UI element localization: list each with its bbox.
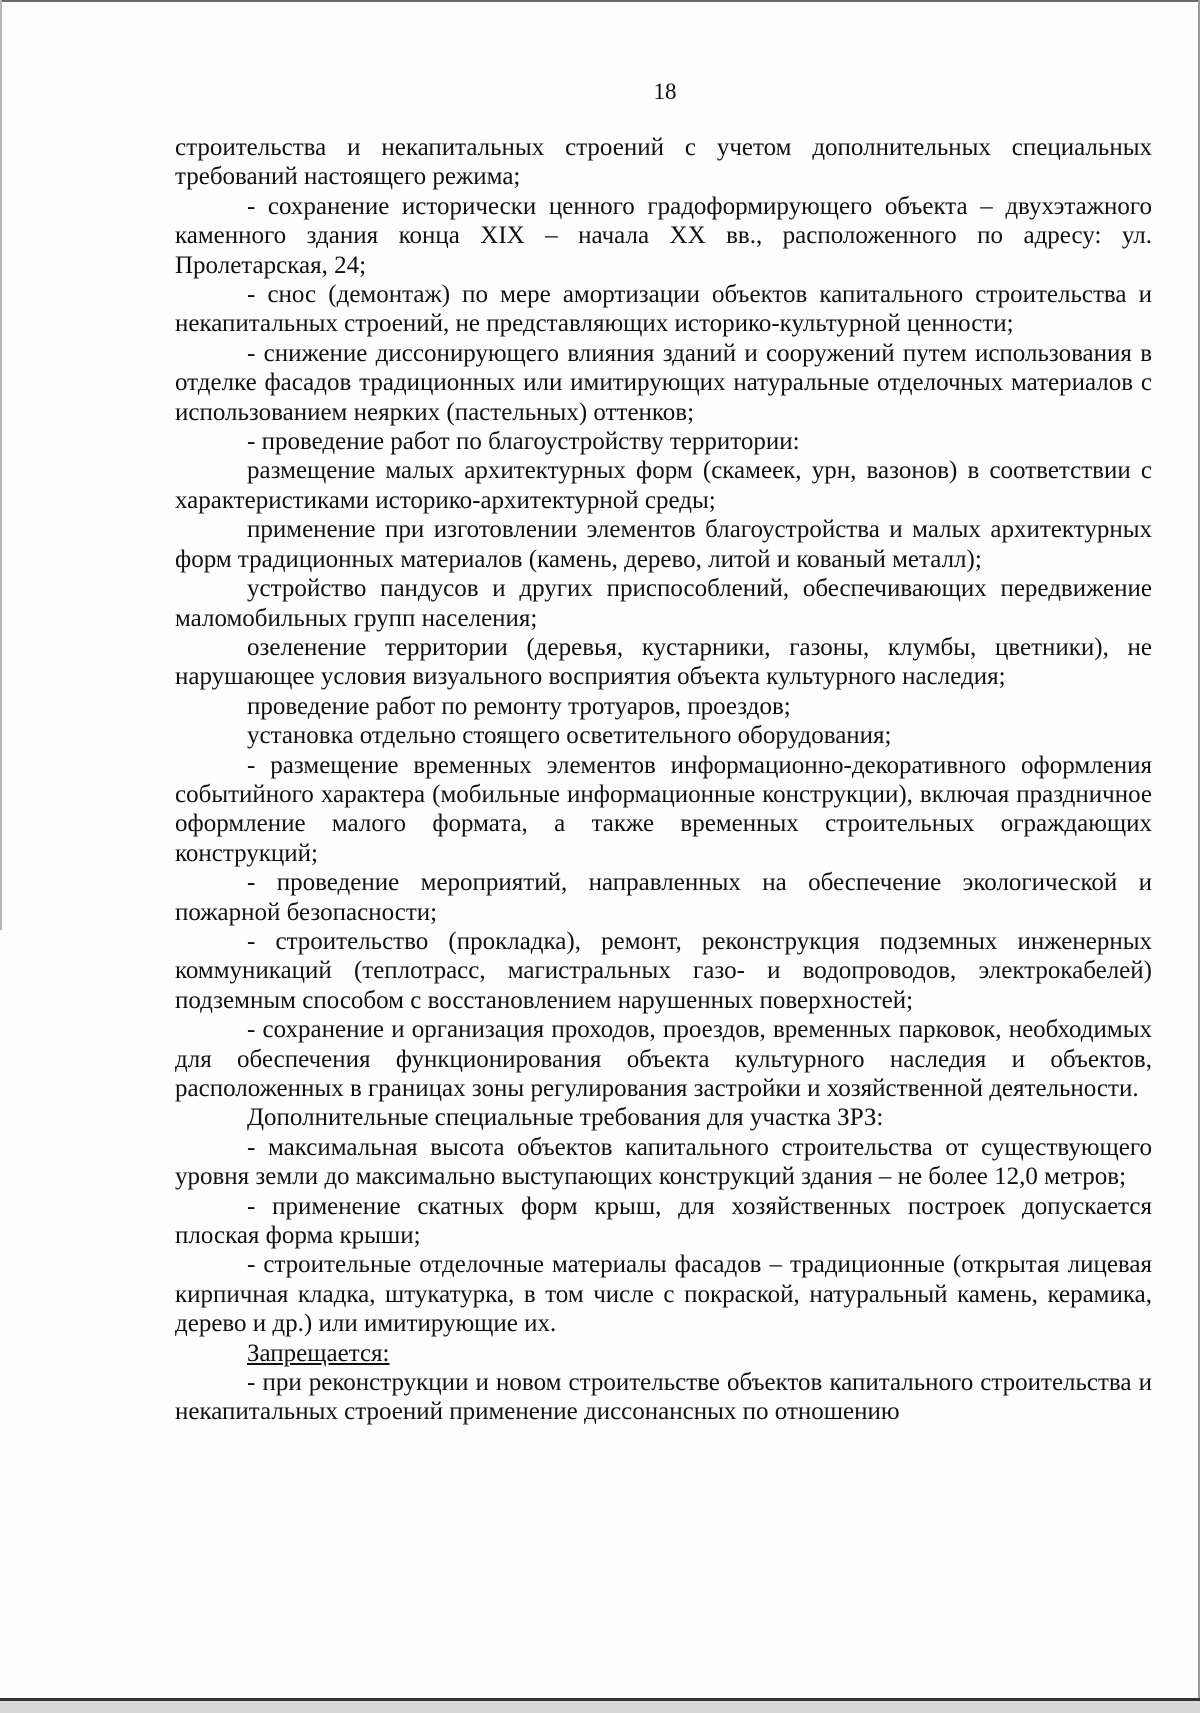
paragraph: применение при изготовлении элементов благоустройства и малых архитектурных форм традиционных материалов (камень, дерево, литой и кованый металл); [175, 516, 1152, 573]
page-number: 18 [653, 79, 677, 104]
prohibited-heading: Запрещается: [247, 1339, 390, 1367]
paragraph: - максимальная высота объектов капитального строительства от существующего уровня земли до максимально выступающих конструкций здания – не более 12,0 метров; [175, 1133, 1152, 1191]
paragraph: озеленение территории (деревья, кустарники, газоны, клумбы, цветники), не нарушающее условия визуального восприятия объекта культурного наследия; [175, 633, 1152, 691]
subheading-paragraph: Дополнительные специальные требования для участка ЗРЗ: [247, 1104, 884, 1132]
paragraph: устройство пандусов и других приспособлений, обеспечивающих передвижение маломобильных групп населения; [175, 575, 1152, 632]
paragraph: - строительство (прокладка), ремонт, реконструкция подземных инженерных коммуникаций (теплотрасс, магистральных газо- и водопроводов, электрокабелей) подземным способом с восстановлением нарушенных поверхностей; [175, 927, 1152, 1014]
paragraph: размещение малых архитектурных форм (скамеек, урн, вазонов) в соответствии с характеристиками историко-архитектурной среды; [175, 457, 1152, 514]
scan-border-top [0, 0, 1200, 2]
paragraph: - сохранение исторически ценного градоформирующего объекта – двухэтажного каменного здания конца XIX – начала XX вв., расположенного по адресу: ул. Пролетарская, 24; [175, 192, 1152, 279]
paragraph: - при реконструкции и новом строительстве объектов капитального строительства и некапитальных строений применение диссонансных по отношению [175, 1369, 1152, 1426]
paragraph: - сохранение и организация проходов, проездов, временных парковок, необходимых для обеспечения функционирования объекта культурного наследия и объектов, расположенных в границах зоны регулирования застройки и хозяйственной деятельности. [175, 1016, 1152, 1102]
paragraph: - проведение работ по благоустройству территории: [247, 428, 800, 456]
paragraph: - строительные отделочные материалы фасадов – традиционные (открытая лицевая кирпичная кладка, штукатурка, в том числе с покраской, натуральный камень, керамика, дерево и др.) или имитирующие их. [175, 1251, 1152, 1338]
scan-border-bottom [0, 1701, 1200, 1713]
document-body [175, 133, 1152, 1427]
paragraph: - проведение мероприятий, направленных на обеспечение экологической и пожарной безопасности; [175, 869, 1152, 926]
scan-border-left [0, 0, 2, 930]
paragraph: строительства и некапитальных строений с учетом дополнительных специальных требований настоящего режима; [175, 134, 1152, 191]
paragraph: - применение скатных форм крыш, для хозяйственных построек допускается плоская форма крыши; [175, 1192, 1152, 1250]
paragraph: установка отдельно стоящего осветительного оборудования; [247, 722, 892, 750]
paragraph: проведение работ по ремонту тротуаров, проездов; [247, 692, 791, 720]
paragraph: - снос (демонтаж) по мере амортизации объектов капитального строительства и некапитальных строений, не представляющих историко-культурной ценности; [175, 281, 1152, 338]
paragraph: - снижение диссонирующего влияния зданий и сооружений путем использования в отделке фасадов традиционных или имитирующих натуральные отделочных материалов с использованием неярких (пастельных) оттенков; [175, 339, 1152, 426]
paragraph: - размещение временных элементов информационно-декоративного оформления событийного характера (мобильные информационные конструкции), включая праздничное оформление малого формата, а также временных строительных ограждающих конструкций; [175, 751, 1152, 867]
